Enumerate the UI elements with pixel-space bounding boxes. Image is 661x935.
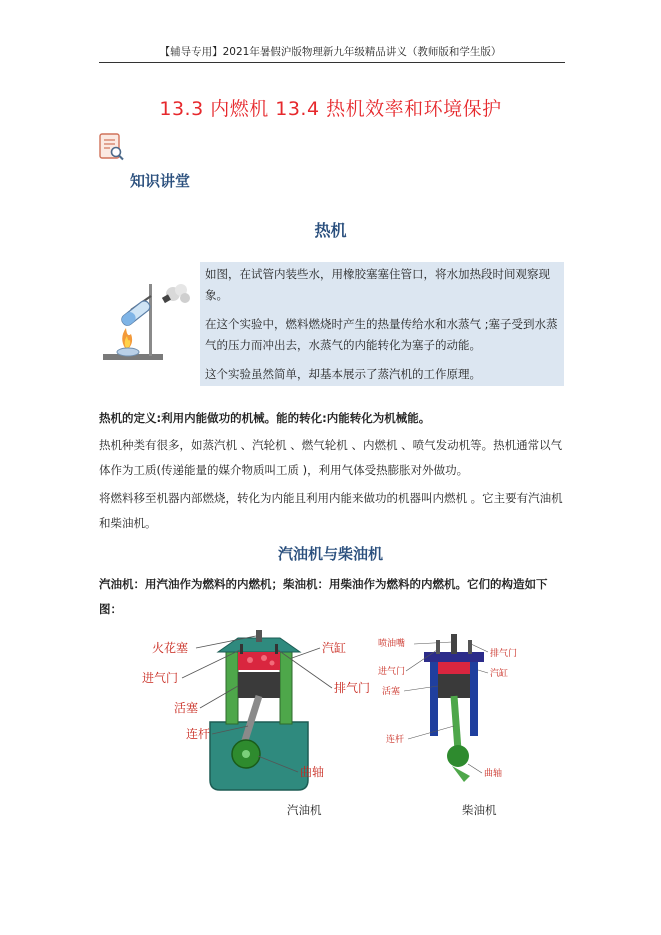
- label-intake-valve: 进气门: [142, 671, 179, 685]
- experiment-paragraph-3: 这个实验虽然简单，却基本展示了蒸汽机的工作原理。: [205, 367, 481, 381]
- diesel-engine-diagram: [372, 630, 532, 785]
- label-crankshaft: 曲轴: [300, 765, 325, 779]
- heat-engine-types: 热机种类有很多，如蒸汽机 、汽轮机 、燃气轮机 、内燃机 、喷气发动机等。热机通常以气体作为工质(传递能量的媒介物质叫工质 )，利用气体受热膨胀对外做功。: [99, 438, 563, 477]
- label-diesel-piston: 活塞: [382, 687, 401, 697]
- label-diesel-crankshaft: 曲轴: [484, 769, 503, 779]
- page-header: 【辅导专用】2021年暑假沪版物理新九年级精品讲义（教师版和学生版）: [159, 46, 502, 58]
- heat-engine-heading: 热机: [314, 221, 347, 240]
- engines-intro: 汽油机：用汽油作为燃料的内燃机；柴油机：用柴油作为燃料的内燃机。它们的构造如下图：: [99, 577, 548, 616]
- experiment-paragraph-2: 在这个实验中，燃料燃烧时产生的热量传给水和水蒸气 ;塞子受到水蒸气的压力而冲出去，水蒸气的内能转化为塞子的动能。: [205, 317, 558, 352]
- label-diesel-intake-valve: 进气门: [378, 667, 406, 677]
- experiment-description-box: [200, 262, 564, 386]
- page-title: 13.3 内燃机 13.4 热机效率和环境保护: [159, 98, 502, 120]
- label-injector: 喷油嘴: [378, 639, 406, 649]
- label-exhaust-valve: 排气门: [334, 681, 371, 695]
- caption-gasoline-engine: 汽油机: [287, 803, 322, 817]
- header-divider: [99, 62, 565, 63]
- label-connecting-rod: 连杆: [186, 727, 211, 741]
- label-cylinder: 汽缸: [322, 641, 347, 655]
- notebook-magnifier-icon: [99, 133, 125, 161]
- heat-engine-definition: 热机的定义:利用内能做功的机械。能的转化:内能转化为机械能。: [99, 411, 431, 425]
- label-spark-plug: 火花塞: [152, 641, 189, 655]
- experiment-paragraph-1: 如图，在试管内装些水，用橡胶塞塞住管口，将水加热段时间观察现象。: [205, 267, 550, 302]
- gasoline-engine-diagram: [138, 630, 378, 795]
- label-piston: 活塞: [174, 701, 199, 715]
- knowledge-heading: 知识讲堂: [130, 172, 191, 190]
- internal-combustion-definition: 将燃料移至机器内部燃烧，转化为内能且利用内能来做功的机器叫内燃机 。它主要有汽油机和柴油机。: [99, 491, 563, 530]
- label-diesel-exhaust-valve: 排气门: [490, 649, 518, 659]
- engines-heading: 汽油机与柴油机: [277, 545, 383, 563]
- label-diesel-cylinder: 汽缸: [490, 669, 509, 679]
- caption-diesel-engine: 柴油机: [462, 803, 497, 817]
- label-diesel-connecting-rod: 连杆: [386, 735, 405, 745]
- steam-experiment-illustration: [101, 282, 198, 364]
